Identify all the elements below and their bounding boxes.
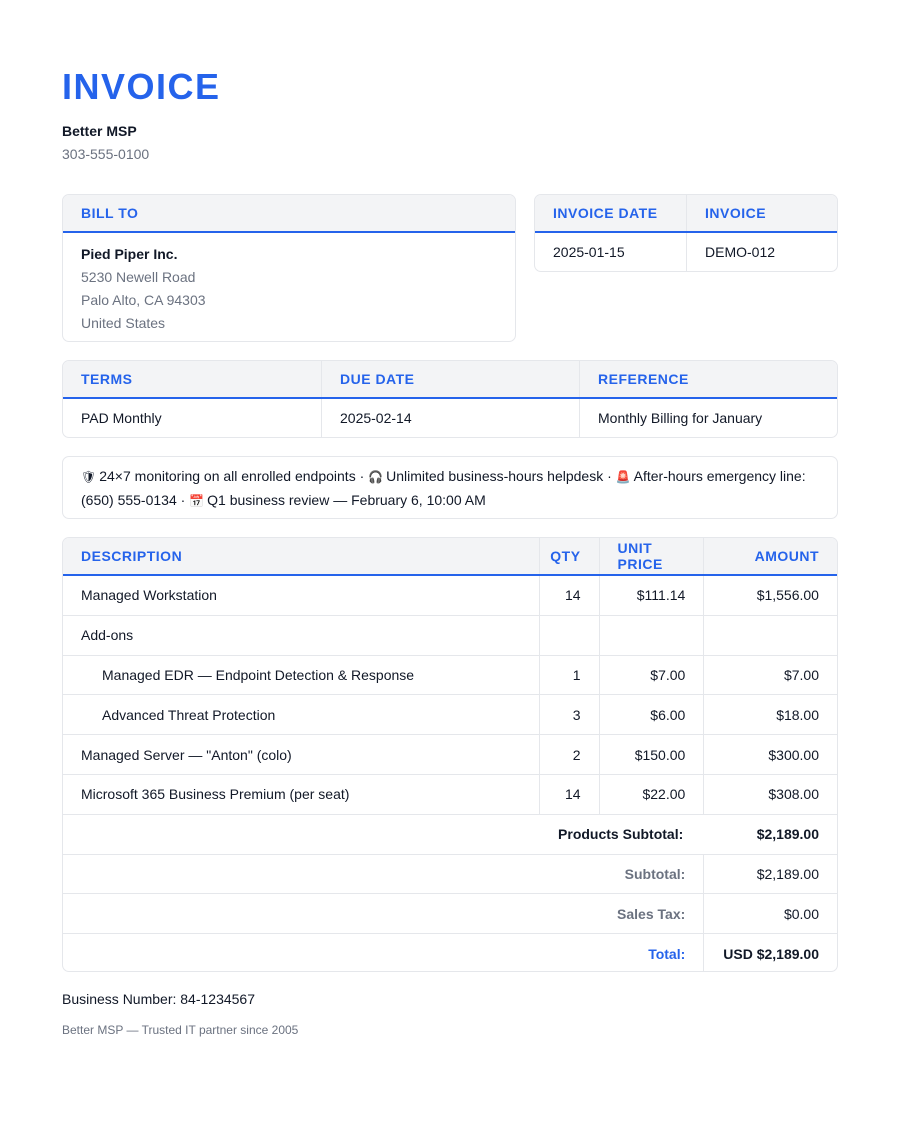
note-text: After-hours emergency line: (650) 555-0134 — [81, 468, 806, 508]
table-row — [63, 616, 837, 656]
item-unit-price: $6.00 — [599, 695, 704, 734]
invoice-meta-values — [535, 233, 837, 271]
calendar-icon: 📅 — [189, 494, 205, 508]
item-amount: $308.00 — [703, 775, 837, 814]
shield-icon: 🛡 — [81, 470, 97, 484]
note-separator: · — [603, 468, 616, 484]
products-subtotal-row — [63, 815, 837, 855]
item-qty: 1 — [539, 656, 599, 695]
total-label: Total: — [648, 946, 686, 963]
footer-tagline: Better MSP — Trusted IT partner since 2005 — [62, 1023, 299, 1037]
sales-tax-value: $0.00 — [703, 894, 837, 933]
headset-icon: 🎧 — [368, 470, 384, 484]
item-amount: $300.00 — [703, 735, 837, 774]
reference-value: Monthly Billing for January — [579, 399, 837, 437]
item-qty: 14 — [539, 576, 599, 615]
note-text: Q1 business review — February 6, 10:00 AM — [207, 492, 486, 508]
bill-to-body — [63, 233, 515, 342]
invoice-number-label: INVOICE — [686, 195, 837, 231]
item-amount: $7.00 — [703, 656, 837, 695]
item-description: Microsoft 365 Business Premium (per seat) — [81, 786, 350, 803]
item-qty: 3 — [539, 695, 599, 734]
table-row — [63, 735, 837, 775]
item-unit-price — [599, 616, 704, 655]
item-qty — [539, 616, 599, 655]
table-row — [63, 775, 837, 815]
reference-label: REFERENCE — [579, 361, 837, 397]
sales-tax-row — [63, 894, 837, 934]
subtotal-row — [63, 855, 837, 895]
item-unit-price: $111.14 — [599, 576, 704, 615]
service-notes — [62, 456, 838, 519]
item-qty: 14 — [539, 775, 599, 814]
siren-icon: 🚨 — [615, 470, 631, 484]
invoice-number: DEMO-012 — [686, 233, 837, 271]
bill-to-label: BILL TO — [81, 205, 139, 221]
item-description: Add-ons — [81, 627, 134, 644]
invoice-title: INVOICE — [62, 66, 221, 107]
item-amount: $18.00 — [703, 695, 837, 734]
item-description: Managed Server — "Anton" (colo) — [81, 746, 292, 763]
subtotal-label: Subtotal: — [624, 865, 686, 882]
company-name: Better MSP — [62, 123, 137, 139]
invoice-date-label: INVOICE DATE — [553, 205, 658, 221]
products-subtotal-label: Products Subtotal: — [558, 826, 684, 843]
terms-header — [63, 361, 837, 399]
bill-to-card — [62, 194, 516, 342]
col-qty: QTY — [539, 538, 599, 574]
invoice-date: 2025-01-15 — [553, 244, 625, 260]
address-line: United States — [81, 315, 166, 331]
total-row — [63, 934, 837, 972]
item-unit-price: $22.00 — [599, 775, 704, 814]
item-description: Managed Workstation — [81, 587, 217, 604]
table-row — [63, 656, 837, 696]
total-value: USD $2,189.00 — [703, 934, 837, 972]
address-line: Palo Alto, CA 94303 — [81, 292, 206, 308]
col-description: DESCRIPTION — [81, 548, 183, 564]
terms-values — [63, 399, 837, 437]
invoice-meta-card — [534, 194, 838, 272]
invoice-meta-header — [535, 195, 837, 233]
business-number: Business Number: 84-1234567 — [62, 991, 256, 1007]
bill-to-header — [63, 195, 515, 233]
item-amount: $1,556.00 — [703, 576, 837, 615]
table-row — [63, 576, 837, 616]
line-items-table — [62, 537, 838, 972]
terms-value: PAD Monthly — [81, 410, 162, 426]
company-phone: 303-555-0100 — [62, 146, 150, 162]
note-text: Unlimited business-hours helpdesk — [386, 468, 604, 484]
item-description: Advanced Threat Protection — [102, 706, 276, 723]
line-items-header — [63, 538, 837, 576]
note-separator: · — [176, 492, 190, 508]
table-row — [63, 695, 837, 735]
subtotal-value: $2,189.00 — [703, 855, 837, 894]
products-subtotal-value: $2,189.00 — [756, 826, 819, 843]
address-line: 5230 Newell Road — [81, 269, 196, 285]
note-text: 24×7 monitoring on all enrolled endpoints — [99, 468, 356, 484]
customer-name: Pied Piper Inc. — [81, 246, 178, 262]
due-date-label: DUE DATE — [321, 361, 579, 397]
col-amount: AMOUNT — [703, 538, 837, 574]
item-description: Managed EDR — Endpoint Detection & Response — [102, 666, 415, 683]
terms-card — [62, 360, 838, 438]
item-qty: 2 — [539, 735, 599, 774]
note-separator: · — [355, 468, 369, 484]
sales-tax-label: Sales Tax: — [617, 905, 686, 922]
terms-label: TERMS — [81, 371, 133, 387]
col-unit-price: UNIT PRICE — [599, 538, 704, 574]
item-amount — [703, 616, 837, 655]
item-unit-price: $150.00 — [599, 735, 704, 774]
due-date-value: 2025-02-14 — [321, 399, 579, 437]
item-unit-price: $7.00 — [599, 656, 704, 695]
